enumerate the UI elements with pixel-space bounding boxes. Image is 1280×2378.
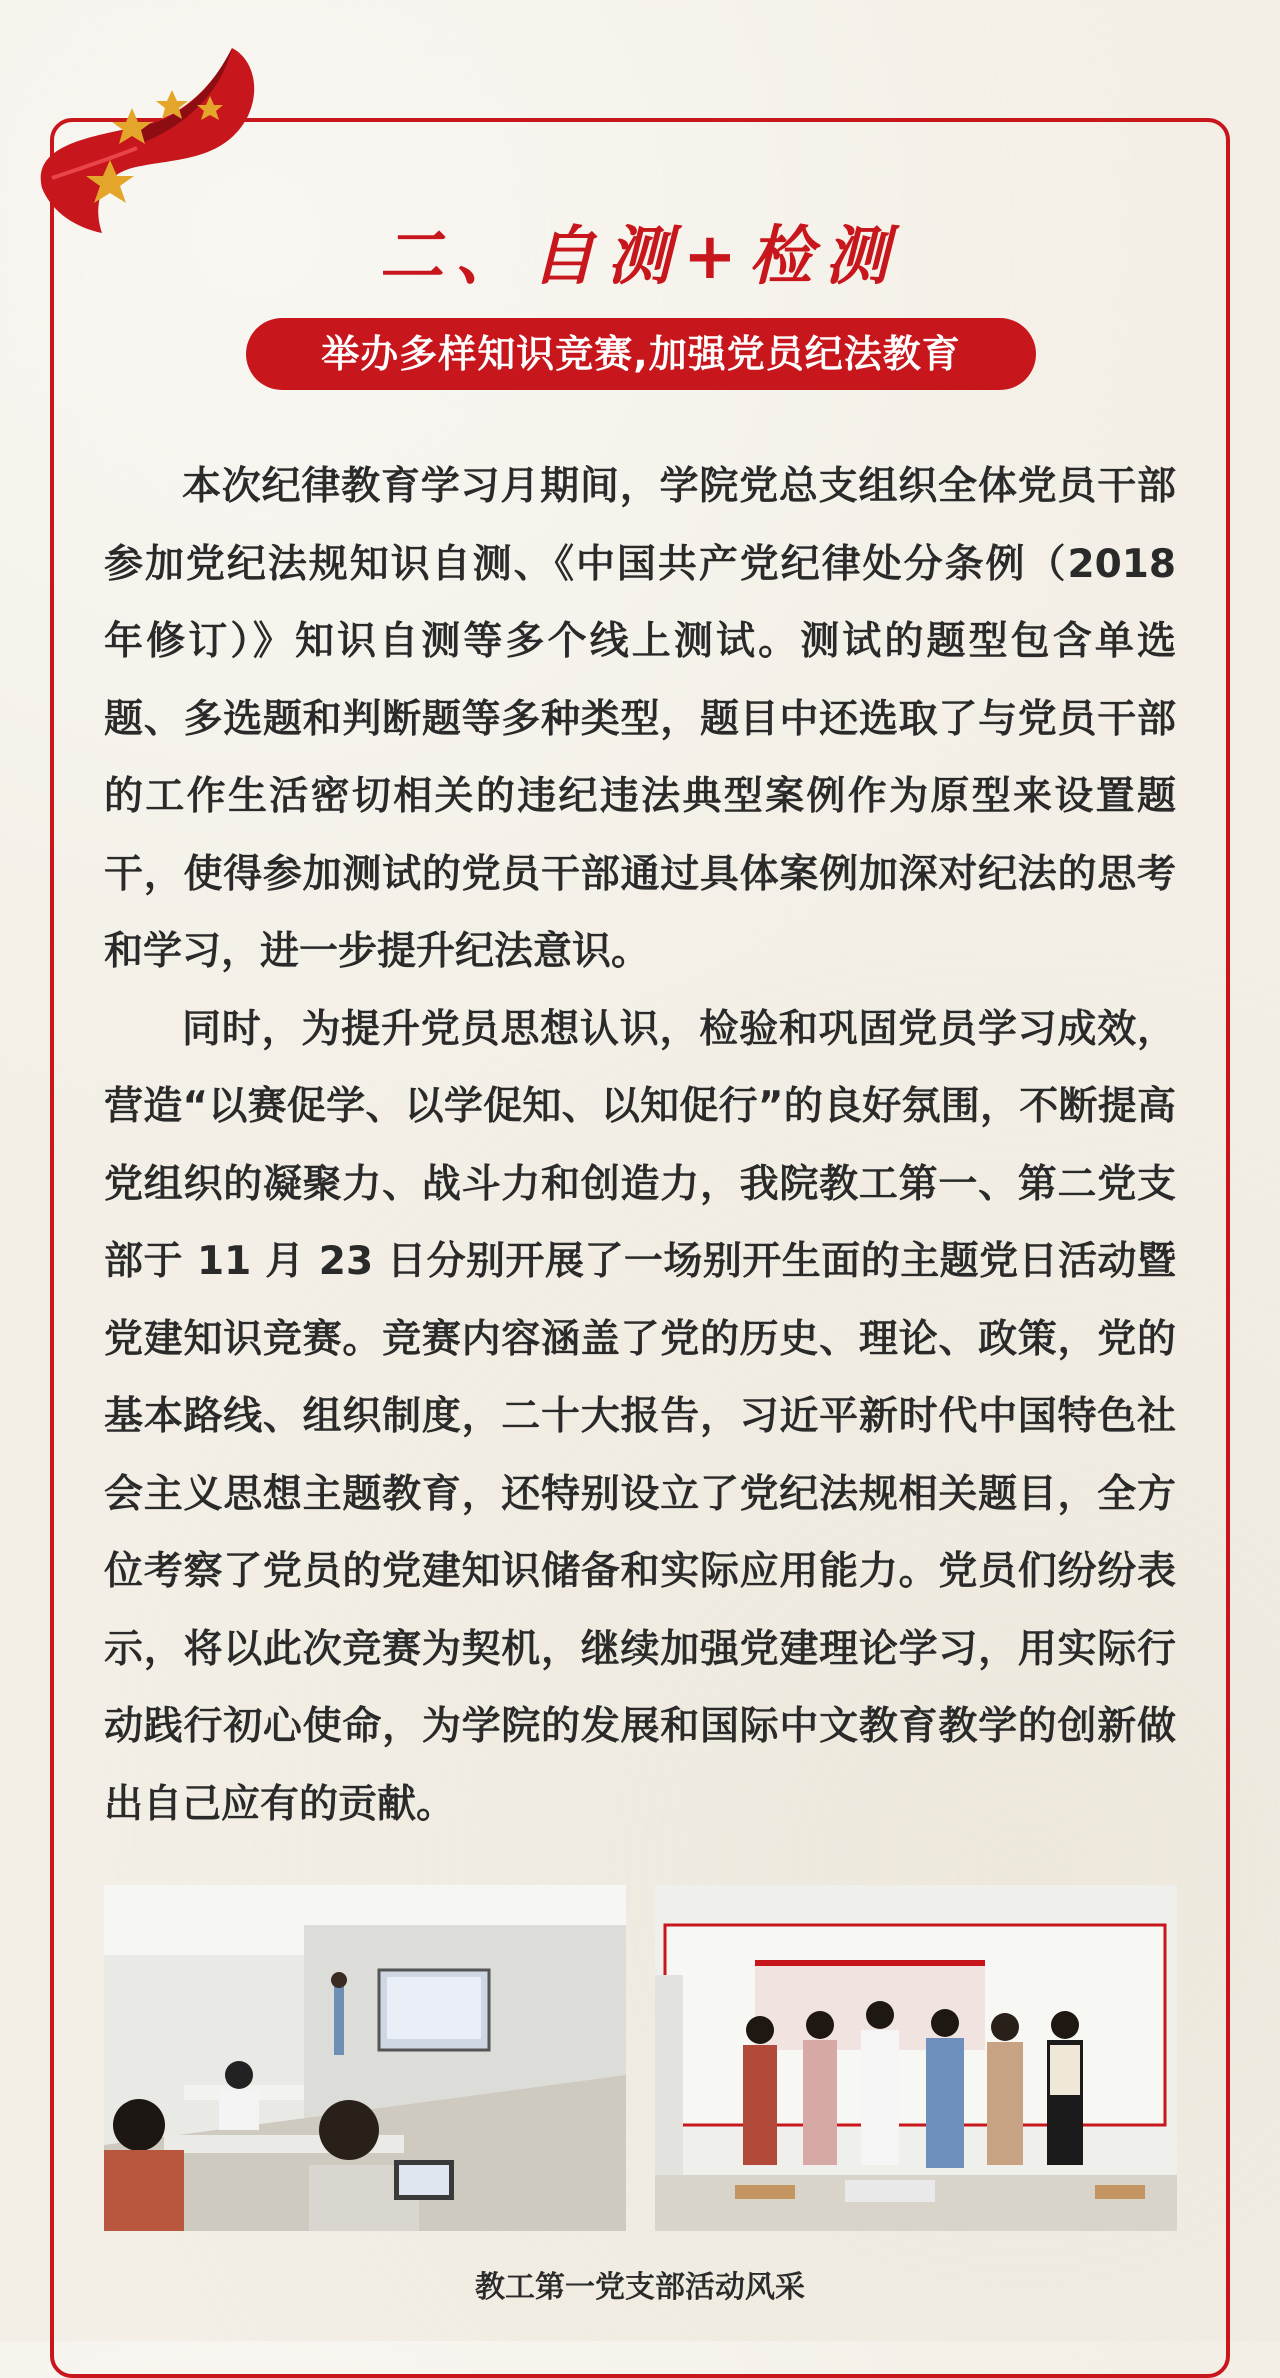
- section-title: 二、自测+检测: [379, 220, 901, 294]
- article-body: [104, 448, 1176, 1843]
- section-subtitle-banner: 举办多样知识竞赛,加强党员纪法教育: [246, 318, 1036, 390]
- activity-photo-classroom: [104, 1885, 626, 2231]
- photo-caption: 教工第一党支部活动风采: [475, 2270, 805, 2305]
- activity-photo-group: [655, 1885, 1177, 2231]
- paragraph-1: 本次纪律教育学习月期间，学院党总支组织全体党员干部参加党纪法规知识自测、《中国共产党纪律处分条例（2018 年修订）》知识自测等多个线上测试。测试的题型包含单选题、多选题和判断题等多种类型，题目中还选取了与党员干部的工作生活密切相关的违纪违法典型案例作为原型来设置题干，使得参加测试的党员干部通过具体案例加深对纪法的思考和学习，进一步提升纪法意识。: [104, 464, 1176, 974]
- paragraph-2: 同时，为提升党员思想认识，检验和巩固党员学习成效，营造“以赛促学、以学促知、以知促行”的良好氛围，不断提高党组织的凝聚力、战斗力和创造力，我院教工第一、第二党支部于 11 月 23 日分别开展了一场别开生面的主题党日活动暨党建知识竞赛。竞赛内容涵盖了党的历史、理论、政策，党的基本路线、组织制度，二十大报告，习近平新时代中国特色社会主义思想主题教育，还特别设立了党纪法规相关题目，全方位考察了党员的党建知识储备和实际应用能力。党员们纷纷表示，将以此次竞赛为契机，继续加强党建理论学习，用实际行动践行初心使命，为学院的发展和国际中文教育教学的创新做出自己应有的贡献。: [104, 1006, 1176, 1827]
